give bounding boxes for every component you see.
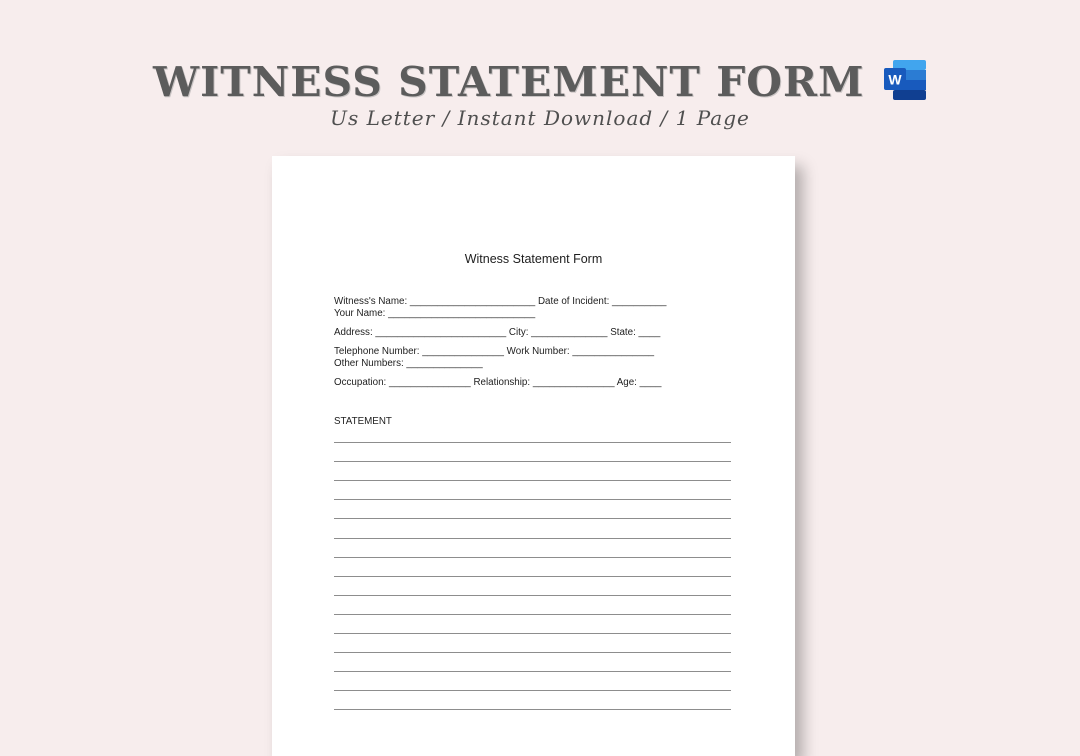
your-name-line: Your Name: ___________________________ [334, 308, 536, 319]
statement-rule [334, 442, 731, 443]
statement-rule [334, 461, 731, 462]
word-icon [883, 59, 927, 101]
statement-rule [334, 538, 731, 539]
other-numbers-line: Other Numbers: ______________ [334, 358, 483, 369]
occupation-line: Occupation: _______________ Relationship: _______________ Age: ____ [334, 377, 662, 388]
witness-name-line: Witness's Name: _______________________ Date of Incident: __________ [334, 296, 667, 307]
statement-rule [334, 499, 731, 500]
statement-rule [334, 576, 731, 577]
statement-rule [334, 709, 731, 710]
statement-rule [334, 480, 731, 481]
statement-rule [334, 595, 731, 596]
statement-rule [334, 690, 731, 691]
statement-rule [334, 557, 731, 558]
statement-rule [334, 652, 731, 653]
document-page [272, 156, 795, 756]
address-line: Address: ________________________ City: ______________ State: ____ [334, 327, 661, 338]
banner-subtitle: Us Letter / Instant Download / 1 Page [330, 106, 750, 130]
banner-title [0, 58, 1080, 106]
statement-rule [334, 633, 731, 634]
form-title: Witness Statement Form [464, 252, 603, 266]
telephone-line: Telephone Number: _______________ Work Number: _______________ [334, 346, 655, 357]
statement-rule [334, 614, 731, 615]
banner-title-text: WITNESS STATEMENT FORM [153, 58, 865, 106]
statement-rule [334, 671, 731, 672]
svg-text:W: W [888, 71, 902, 88]
statement-rule [334, 518, 731, 519]
statement-heading: STATEMENT [334, 416, 392, 427]
